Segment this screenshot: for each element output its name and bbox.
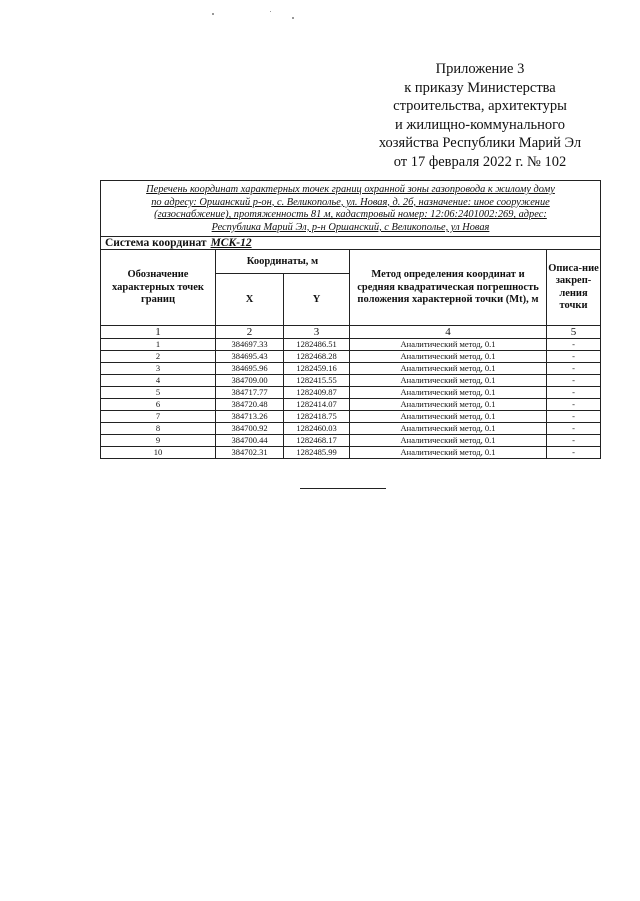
coordinates-table (100, 180, 601, 459)
column-number: 3 (284, 326, 350, 339)
coord-y: 1282418.75 (284, 411, 350, 423)
table-title-line: Республика Марий Эл, р-н Оршанский, с Великополье, ул Новая (211, 221, 490, 233)
coord-y: 1282409.87 (284, 387, 350, 399)
method: Аналитический метод, 0.1 (350, 411, 547, 423)
coord-x: 384695.43 (216, 351, 284, 363)
point-number: 3 (101, 363, 216, 375)
method: Аналитический метод, 0.1 (350, 351, 547, 363)
method: Аналитический метод, 0.1 (350, 363, 547, 375)
header-method: Метод определения координат и средняя квадратическая погрешность положения характерной точки (Mt), м (350, 250, 547, 326)
coord-y: 1282460.03 (284, 423, 350, 435)
coord-x: 384720.48 (216, 399, 284, 411)
coordinate-system-name: МСК-12 (210, 237, 252, 250)
method: Аналитический метод, 0.1 (350, 435, 547, 447)
coord-x: 384702.31 (216, 447, 284, 459)
description: - (547, 411, 601, 423)
header-coordinates: Координаты, м (216, 250, 350, 274)
header-designation: Обозначение характерных точек границ (101, 250, 216, 326)
table-row (101, 339, 601, 351)
point-number: 10 (101, 447, 216, 459)
table-row (101, 387, 601, 399)
header-line: к приказу Министерства (404, 79, 556, 96)
method: Аналитический метод, 0.1 (350, 399, 547, 411)
column-number: 2 (216, 326, 284, 339)
description: - (547, 351, 601, 363)
table-title-line: Перечень координат характерных точек границ охранной зоны газопровода к жилому дому (146, 184, 555, 195)
point-number: 5 (101, 387, 216, 399)
coord-y: 1282468.28 (284, 351, 350, 363)
table-row (101, 435, 601, 447)
point-number: 6 (101, 399, 216, 411)
header-x: X (216, 274, 284, 326)
method: Аналитический метод, 0.1 (350, 447, 547, 459)
coord-x: 384700.44 (216, 435, 284, 447)
coord-y: 1282468.17 (284, 435, 350, 447)
header-line: и жилищно-коммунального (394, 116, 566, 133)
coord-x: 384709.00 (216, 375, 284, 387)
header-description: Описа-ние закреп-ления точки (547, 250, 601, 326)
table-row (101, 399, 601, 411)
header-line: строительства, архитектуры (393, 98, 567, 115)
table-title (101, 181, 601, 237)
scan-speck (292, 17, 294, 19)
method: Аналитический метод, 0.1 (350, 387, 547, 399)
description: - (547, 339, 601, 351)
appendix-header (355, 60, 605, 172)
description: - (547, 387, 601, 399)
header-y: Y (284, 274, 350, 326)
table-row (101, 363, 601, 375)
description: - (547, 447, 601, 459)
coordinate-system-label: Система координат (105, 237, 207, 250)
table-row (101, 375, 601, 387)
end-rule (300, 488, 386, 489)
coord-y: 1282486.51 (284, 339, 350, 351)
coordinate-system (101, 237, 601, 250)
coord-x: 384700.92 (216, 423, 284, 435)
point-number: 4 (101, 375, 216, 387)
point-number: 1 (101, 339, 216, 351)
table-title-line: по адресу: Оршанский р-он, с. Великополье, ул. Новая, д. 2б, назначение: иное сооружение (151, 196, 550, 208)
description: - (547, 435, 601, 447)
table-row (101, 351, 601, 363)
method: Аналитический метод, 0.1 (350, 375, 547, 387)
coord-x: 384697.33 (216, 339, 284, 351)
description: - (547, 375, 601, 387)
column-number: 4 (350, 326, 547, 339)
coord-y: 1282415.55 (284, 375, 350, 387)
coord-x: 384695.96 (216, 363, 284, 375)
point-number: 7 (101, 411, 216, 423)
method: Аналитический метод, 0.1 (350, 423, 547, 435)
scan-speck (270, 11, 271, 12)
header-line: хозяйства Республики Марий Эл (378, 135, 582, 152)
header-line: от 17 февраля 2022 г. № 102 (393, 153, 567, 170)
column-numbers-row (101, 326, 601, 339)
point-number: 2 (101, 351, 216, 363)
coord-y: 1282459.16 (284, 363, 350, 375)
description: - (547, 399, 601, 411)
table-row (101, 411, 601, 423)
table-title-line: (газоснабжение), протяженность 81 м, кадастровый номер: 12:06:2401002:269, адрес: (154, 209, 547, 221)
column-number: 5 (547, 326, 601, 339)
scan-speck (212, 13, 214, 15)
coord-x: 384713.26 (216, 411, 284, 423)
description: - (547, 363, 601, 375)
table-row (101, 423, 601, 435)
table-row (101, 447, 601, 459)
header-line: Приложение 3 (435, 61, 525, 77)
coord-y: 1282414.07 (284, 399, 350, 411)
method: Аналитический метод, 0.1 (350, 339, 547, 351)
coord-x: 384717.77 (216, 387, 284, 399)
column-number: 1 (101, 326, 216, 339)
description: - (547, 423, 601, 435)
coord-y: 1282485.99 (284, 447, 350, 459)
point-number: 8 (101, 423, 216, 435)
point-number: 9 (101, 435, 216, 447)
